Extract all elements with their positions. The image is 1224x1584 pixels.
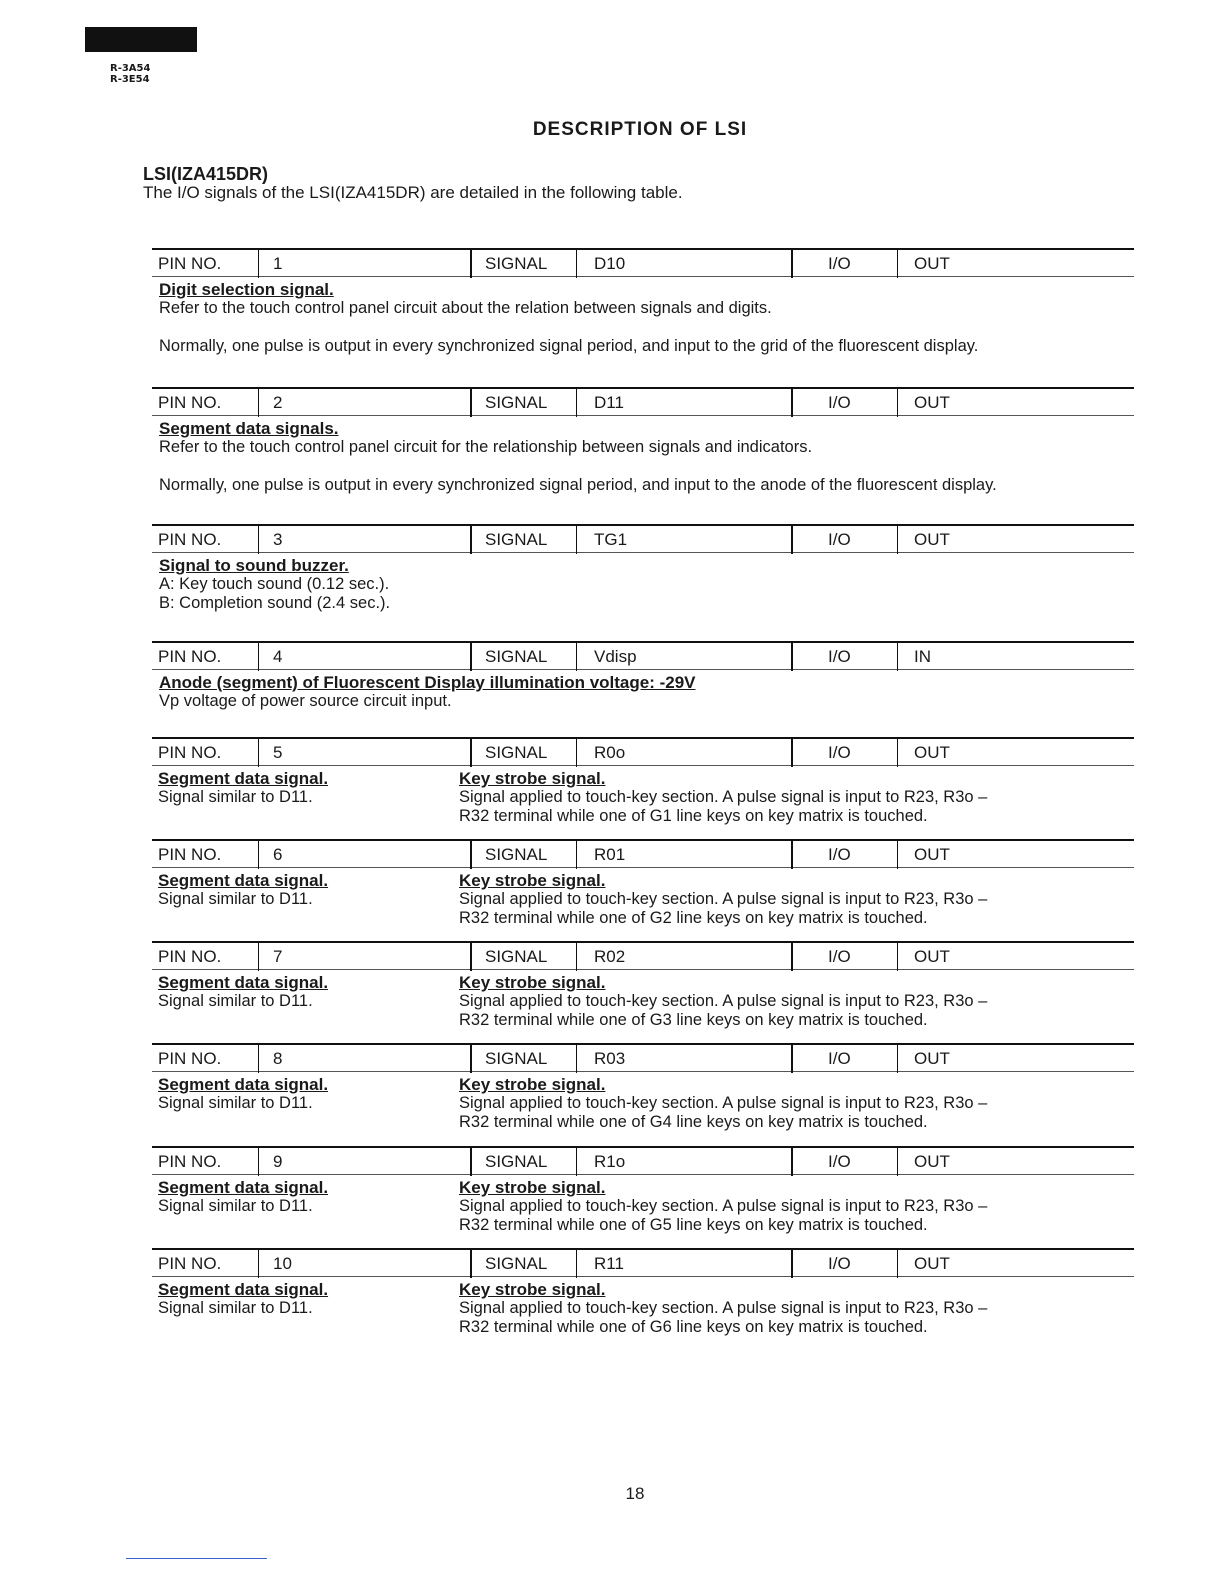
signal-label: SIGNAL <box>485 254 548 273</box>
description-text: Signal similar to D11. <box>158 992 313 1010</box>
description-heading: Key strobe signal. <box>459 1178 606 1197</box>
io-direction: IN <box>914 647 931 666</box>
description-heading: Key strobe signal. <box>459 769 606 788</box>
column-divider <box>258 1045 259 1073</box>
column-divider <box>470 1148 472 1176</box>
pin-number: 7 <box>273 947 283 966</box>
column-divider <box>791 841 793 869</box>
page-title: DESCRIPTION OF LSI <box>532 119 748 140</box>
io-label: I/O <box>828 393 851 412</box>
description-heading: Anode (segment) of Fluorescent Display illumination voltage: -29V <box>159 673 696 692</box>
key-strobe-description <box>459 871 1134 928</box>
io-label: I/O <box>828 845 851 864</box>
segment-description <box>158 1178 448 1216</box>
column-divider <box>897 250 898 278</box>
column-divider <box>470 250 472 278</box>
description-heading: Segment data signal. <box>158 1178 329 1197</box>
pin-row <box>152 387 1134 416</box>
description-text: Signal similar to D11. <box>158 1299 313 1317</box>
pin-label: PIN NO. <box>158 845 222 864</box>
column-divider <box>576 643 577 671</box>
io-label: I/O <box>828 254 851 273</box>
pin-number: 3 <box>273 530 283 549</box>
io-label: I/O <box>828 647 851 666</box>
model-numbers <box>110 63 150 85</box>
column-divider <box>791 943 793 971</box>
io-label: I/O <box>828 530 851 549</box>
signal-label: SIGNAL <box>485 743 548 762</box>
io-label: I/O <box>828 743 851 762</box>
signal-label: SIGNAL <box>485 1254 548 1273</box>
io-direction: OUT <box>914 1152 950 1171</box>
description-text: Vp voltage of power source circuit input. <box>159 692 452 710</box>
segment-description <box>158 973 448 1011</box>
column-divider <box>576 250 577 278</box>
column-divider <box>576 841 577 869</box>
footer-line <box>126 1558 267 1559</box>
column-divider <box>258 1250 259 1278</box>
pin-number: 1 <box>273 254 283 273</box>
description-text: A: Key touch sound (0.12 sec.). B: Completion sound (2.4 sec.). <box>159 575 391 612</box>
column-divider <box>258 250 259 278</box>
description-heading: Signal to sound buzzer. <box>159 556 349 575</box>
pin-row <box>152 1248 1134 1277</box>
column-divider <box>258 643 259 671</box>
signal-name: R01 <box>594 845 626 864</box>
column-divider <box>470 1250 472 1278</box>
pin-number: 8 <box>273 1049 283 1068</box>
column-divider <box>791 1045 793 1073</box>
description-text: Signal applied to touch-key section. A pulse signal is input to R23, R3o – R32 terminal while one of G4 line keys on key matrix is touched. <box>459 1094 988 1131</box>
segment-description <box>158 1075 448 1113</box>
description-text: Signal applied to touch-key section. A pulse signal is input to R23, R3o – R32 terminal while one of G5 line keys on key matrix is touched. <box>459 1197 988 1234</box>
pin-number: 5 <box>273 743 283 762</box>
column-divider <box>258 1148 259 1176</box>
key-strobe-description <box>459 1178 1134 1235</box>
pin-row <box>152 1146 1134 1175</box>
column-divider <box>897 526 898 554</box>
signal-label: SIGNAL <box>485 393 548 412</box>
column-divider <box>897 739 898 767</box>
description-text: Signal similar to D11. <box>158 1094 313 1112</box>
io-direction: OUT <box>914 1254 950 1273</box>
signal-label: SIGNAL <box>485 530 548 549</box>
column-divider <box>576 389 577 417</box>
segment-description <box>158 871 448 909</box>
description-text: Signal applied to touch-key section. A pulse signal is input to R23, R3o – R32 terminal while one of G1 line keys on key matrix is touched. <box>459 788 988 825</box>
pin-number: 10 <box>273 1254 292 1273</box>
signal-label: SIGNAL <box>485 1049 548 1068</box>
description-heading: Key strobe signal. <box>459 1075 606 1094</box>
signal-label: SIGNAL <box>485 647 548 666</box>
column-divider <box>791 1148 793 1176</box>
column-divider <box>897 643 898 671</box>
column-divider <box>897 1250 898 1278</box>
description-text: Signal applied to touch-key section. A pulse signal is input to R23, R3o – R32 terminal while one of G6 line keys on key matrix is touched. <box>459 1299 988 1336</box>
column-divider <box>470 389 472 417</box>
column-divider <box>576 1148 577 1176</box>
description-heading: Segment data signals. <box>159 419 339 438</box>
pin-label: PIN NO. <box>158 647 222 666</box>
io-direction: OUT <box>914 845 950 864</box>
model-number: R-3E54 <box>110 74 150 85</box>
pin-label: PIN NO. <box>158 1049 222 1068</box>
io-direction: OUT <box>914 254 950 273</box>
column-divider <box>897 389 898 417</box>
column-divider <box>791 643 793 671</box>
model-number: R-3A54 <box>110 63 151 74</box>
pin-row <box>152 248 1134 277</box>
io-direction: OUT <box>914 743 950 762</box>
key-strobe-description <box>459 1280 1134 1337</box>
description-text: Signal similar to D11. <box>158 788 313 806</box>
column-divider <box>791 389 793 417</box>
description-heading: Key strobe signal. <box>459 973 606 992</box>
pin-label: PIN NO. <box>158 1254 222 1273</box>
io-direction: OUT <box>914 530 950 549</box>
column-divider <box>576 1250 577 1278</box>
pin-row <box>152 641 1134 670</box>
description-text: Signal similar to D11. <box>158 890 313 908</box>
column-divider <box>576 739 577 767</box>
signal-name: TG1 <box>594 530 628 549</box>
column-divider <box>470 526 472 554</box>
io-label: I/O <box>828 947 851 966</box>
io-label: I/O <box>828 1049 851 1068</box>
pin-label: PIN NO. <box>158 1152 222 1171</box>
column-divider <box>576 1045 577 1073</box>
pin-label: PIN NO. <box>158 393 222 412</box>
column-divider <box>791 250 793 278</box>
io-label: I/O <box>828 1152 851 1171</box>
description-heading: Segment data signal. <box>158 1075 329 1094</box>
column-divider <box>258 389 259 417</box>
column-divider <box>576 526 577 554</box>
io-direction: OUT <box>914 1049 950 1068</box>
signal-name: R0o <box>594 743 626 762</box>
intro-text: The I/O signals of the LSI(IZA415DR) are detailed in the following table. <box>143 183 683 202</box>
pin-label: PIN NO. <box>158 530 222 549</box>
pin-description <box>159 673 1134 711</box>
pin-description <box>159 556 1134 613</box>
column-divider <box>258 841 259 869</box>
section-subtitle: LSI(IZA415DR) <box>143 164 269 184</box>
signal-name: R11 <box>594 1254 624 1273</box>
pin-label: PIN NO. <box>158 947 222 966</box>
pin-row <box>152 737 1134 766</box>
pin-row <box>152 1043 1134 1072</box>
signal-name: D11 <box>594 393 624 412</box>
column-divider <box>470 739 472 767</box>
column-divider <box>791 526 793 554</box>
io-direction: OUT <box>914 393 950 412</box>
pin-number: 6 <box>273 845 283 864</box>
column-divider <box>470 643 472 671</box>
header-black-bar <box>85 27 197 52</box>
column-divider <box>897 1045 898 1073</box>
pin-label: PIN NO. <box>158 254 222 273</box>
segment-description <box>158 769 448 807</box>
signal-label: SIGNAL <box>485 845 548 864</box>
description-heading: Key strobe signal. <box>459 871 606 890</box>
column-divider <box>258 943 259 971</box>
signal-name: Vdisp <box>594 647 637 666</box>
description-heading: Digit selection signal. <box>159 280 334 299</box>
signal-label: SIGNAL <box>485 1152 548 1171</box>
signal-label: SIGNAL <box>485 947 548 966</box>
description-heading: Segment data signal. <box>158 871 329 890</box>
column-divider <box>470 1045 472 1073</box>
description-text: Refer to the touch control panel circuit about the relation between signals and digits. Normally, one pulse is output in every synchronized signal period, and input to the grid of the fluorescent display. <box>159 299 979 355</box>
key-strobe-description <box>459 769 1134 826</box>
pin-row <box>152 839 1134 868</box>
column-divider <box>576 943 577 971</box>
description-heading: Segment data signal. <box>158 973 329 992</box>
pin-label: PIN NO. <box>158 743 222 762</box>
io-label: I/O <box>828 1254 851 1273</box>
column-divider <box>791 1250 793 1278</box>
column-divider <box>470 841 472 869</box>
pin-number: 9 <box>273 1152 283 1171</box>
pin-row <box>152 524 1134 553</box>
signal-name: D10 <box>594 254 626 273</box>
segment-description <box>158 1280 448 1318</box>
pin-row <box>152 941 1134 970</box>
key-strobe-description <box>459 973 1134 1030</box>
signal-name: R03 <box>594 1049 626 1068</box>
description-text: Signal applied to touch-key section. A pulse signal is input to R23, R3o – R32 terminal while one of G3 line keys on key matrix is touched. <box>459 992 988 1029</box>
io-direction: OUT <box>914 947 950 966</box>
signal-name: R1o <box>594 1152 626 1171</box>
column-divider <box>258 526 259 554</box>
description-text: Signal applied to touch-key section. A pulse signal is input to R23, R3o – R32 terminal while one of G2 line keys on key matrix is touched. <box>459 890 988 927</box>
signal-name: R02 <box>594 947 626 966</box>
pin-description <box>159 280 1134 356</box>
column-divider <box>470 943 472 971</box>
column-divider <box>897 943 898 971</box>
description-heading: Segment data signal. <box>158 1280 329 1299</box>
pin-description <box>159 419 1134 495</box>
description-heading: Key strobe signal. <box>459 1280 606 1299</box>
column-divider <box>897 841 898 869</box>
key-strobe-description <box>459 1075 1134 1132</box>
pin-number: 4 <box>273 647 283 666</box>
pin-number: 2 <box>273 393 283 412</box>
column-divider <box>791 739 793 767</box>
description-text: Signal similar to D11. <box>158 1197 313 1215</box>
description-heading: Segment data signal. <box>158 769 329 788</box>
column-divider <box>897 1148 898 1176</box>
description-text: Refer to the touch control panel circuit for the relationship between signals and indicators. Normally, one pulse is output in every synchronized signal period, and input to the anode of the fluorescent display. <box>159 438 997 494</box>
page-number: 18 <box>625 1484 645 1503</box>
column-divider <box>258 739 259 767</box>
